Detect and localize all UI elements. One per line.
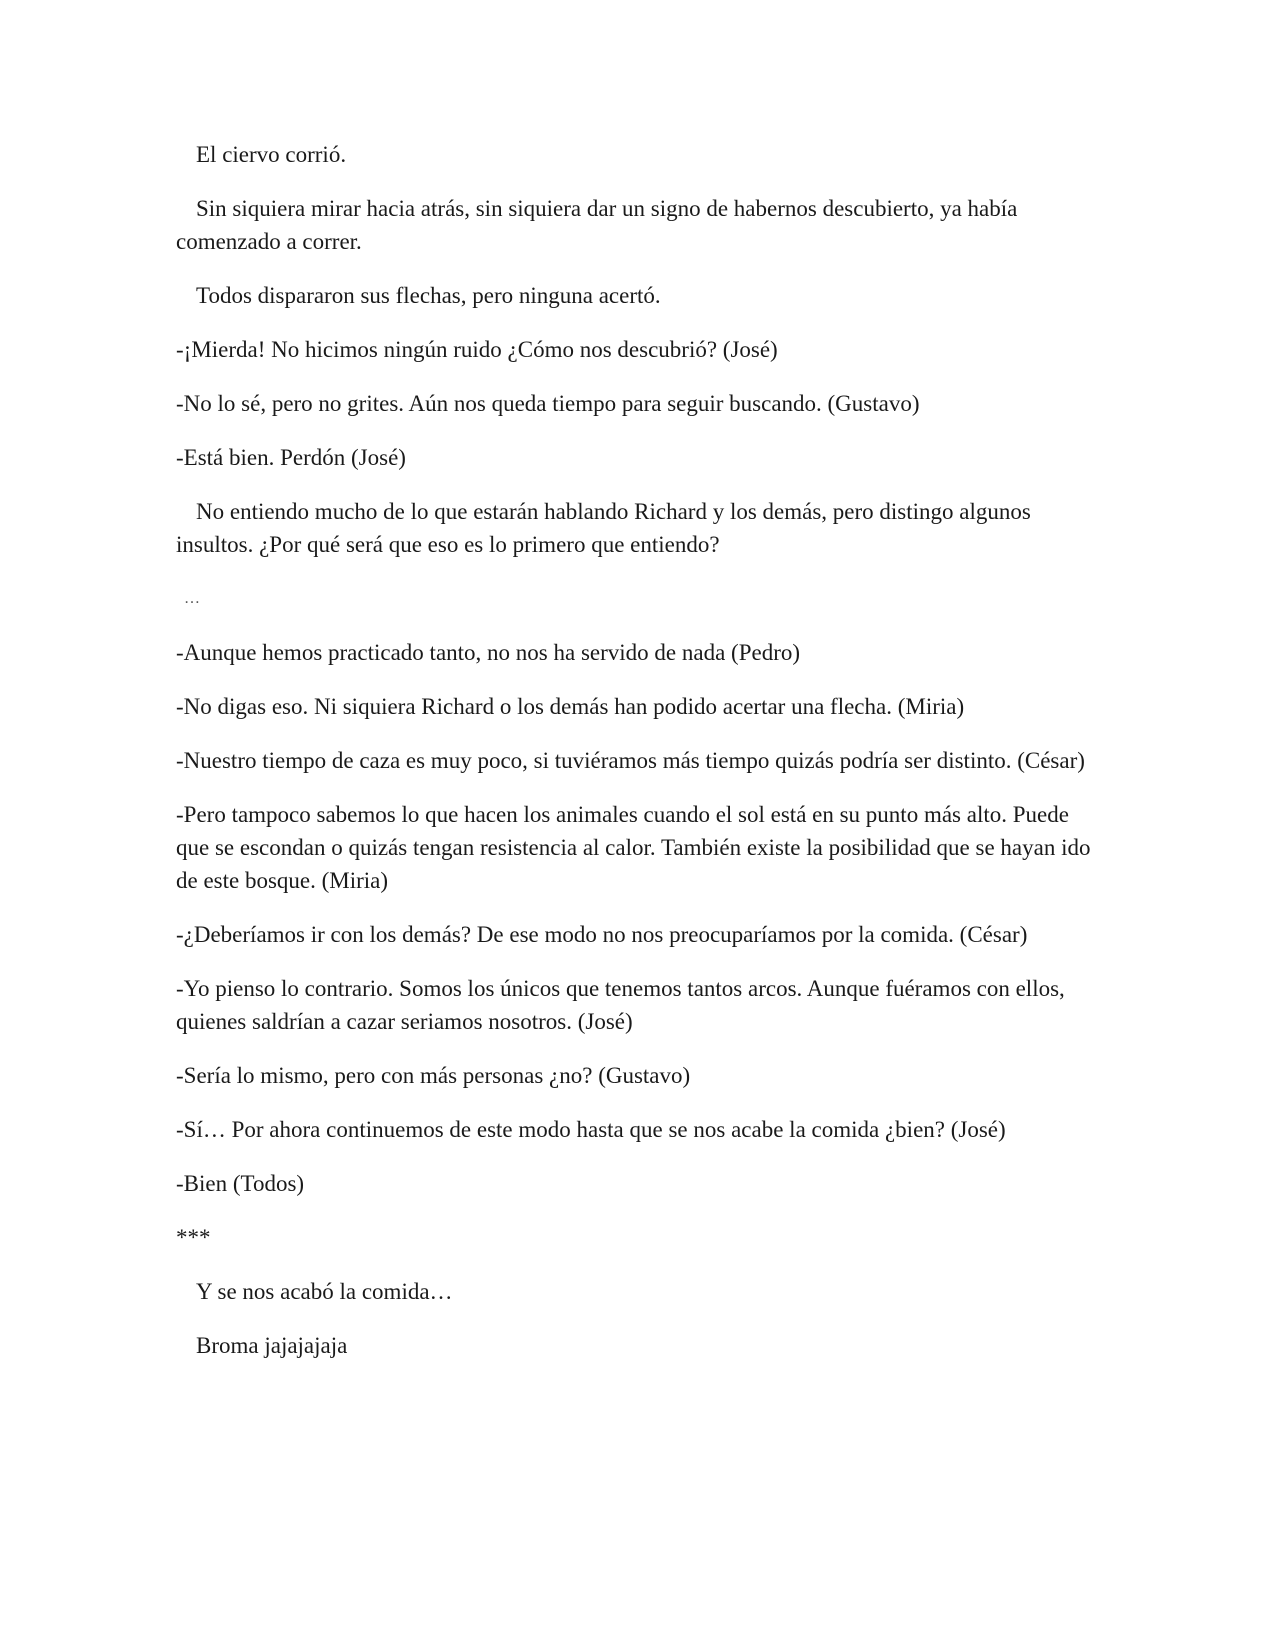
dialogue-line: -No lo sé, pero no grites. Aún nos queda tiempo para seguir buscando. (Gustavo): [176, 391, 920, 416]
dialogue-line: -¿Deberíamos ir con los demás? De ese modo no nos preocuparíamos por la comida. (César): [176, 922, 1028, 947]
document-body: [176, 138, 1106, 1383]
paragraph: Todos dispararon sus flechas, pero ninguna acertó.: [196, 283, 661, 308]
scene-ellipsis: …: [184, 590, 200, 607]
paragraph: Broma jajajajaja: [196, 1333, 348, 1358]
paragraph: El ciervo corrió.: [196, 142, 347, 167]
dialogue-line: -¡Mierda! No hicimos ningún ruido ¿Cómo nos descubrió? (José): [176, 337, 778, 362]
paragraph: No entiendo mucho de lo que estarán hablando Richard y los demás, pero distingo algunos insultos. ¿Por qué será que eso es lo primero que entiendo?: [176, 499, 1031, 557]
scene-break: ***: [176, 1225, 211, 1250]
dialogue-line: -Bien (Todos): [176, 1171, 305, 1196]
dialogue-line: -Sería lo mismo, pero con más personas ¿no? (Gustavo): [176, 1063, 691, 1088]
paragraph: Y se nos acabó la comida…: [196, 1279, 453, 1304]
dialogue-line: -Nuestro tiempo de caza es muy poco, si tuviéramos más tiempo quizás podría ser distinto. (César): [176, 748, 1085, 773]
dialogue-line: -Pero tampoco sabemos lo que hacen los animales cuando el sol está en su punto más alto. Puede que se escondan o quizás tengan resistencia al calor. También existe la posibilidad que se hayan ido de este bosque. (Miria): [176, 802, 1091, 893]
paragraph: Sin siquiera mirar hacia atrás, sin siquiera dar un signo de habernos descubierto, ya había comenzado a correr.: [176, 196, 1018, 254]
dialogue-line: -Aunque hemos practicado tanto, no nos ha servido de nada (Pedro): [176, 640, 801, 665]
dialogue-line: -Sí… Por ahora continuemos de este modo hasta que se nos acabe la comida ¿bien? (José): [176, 1117, 1006, 1142]
dialogue-line: -Está bien. Perdón (José): [176, 445, 406, 470]
dialogue-line: -Yo pienso lo contrario. Somos los únicos que tenemos tantos arcos. Aunque fuéramos con ellos, quienes saldrían a cazar seriamos nosotros. (José): [176, 976, 1065, 1034]
dialogue-line: -No digas eso. Ni siquiera Richard o los demás han podido acertar una flecha. (Miria): [176, 694, 965, 719]
